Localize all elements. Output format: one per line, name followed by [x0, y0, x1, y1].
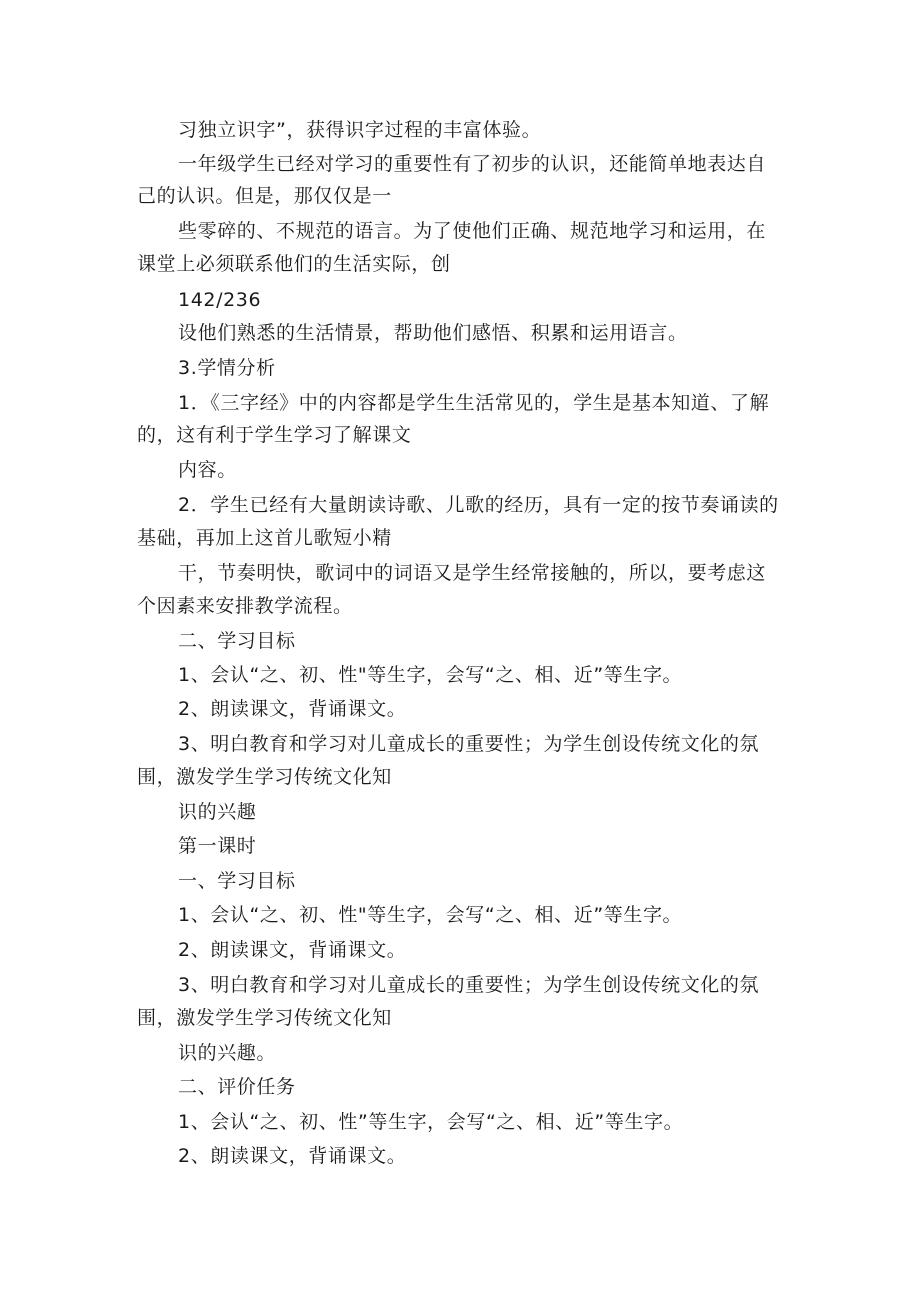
text-line: 些零碎的、不规范的语言。为了使他们正确、规范地学习和运用，在 — [178, 220, 767, 242]
section-heading: 二、学习目标 — [178, 630, 296, 652]
text-line: 课堂上必须联系他们的生活实际，创 — [137, 253, 451, 275]
list-item: 1、会认“之、初、性"等生字，会写“之、相、近”等生字。 — [178, 664, 683, 686]
text-line: 己的认识。但是，那仅仅是一 — [137, 185, 392, 207]
text-line: 一年级学生已经对学习的重要性有了初步的认识，还能简单地表达自 — [178, 153, 767, 175]
text-line: 内容。 — [178, 459, 237, 481]
text-line: 个因素来安排教学流程。 — [137, 595, 353, 617]
list-item: 2、朗读课文，背诵课文。 — [178, 1145, 407, 1167]
text-line: 围，激发学生学习传统文化知 — [137, 766, 392, 788]
page-number: 142/236 — [178, 289, 262, 311]
text-line: 识的兴趣。 — [178, 1042, 277, 1064]
list-item: 3、明白教育和学习对儿童成长的重要性；为学生创设传统文化的氛 — [178, 733, 760, 755]
section-heading: 二、评价任务 — [178, 1076, 296, 1098]
text-line: 干，节奏明快，歌词中的词语又是学生经常接触的，所以，要考虑这 — [178, 562, 767, 584]
list-item: 1、会认“之、初、性”等生字，会写“之、相、近”等生字。 — [178, 1111, 684, 1133]
text-line: 1．《三字经》中的内容都是学生生活常见的，学生是基本知道、了解 — [178, 392, 770, 414]
list-item: 1、会认“之、初、性"等生字，会写“之、相、近”等生字。 — [178, 904, 683, 926]
text-line: 基础，再加上这首儿歌短小精 — [137, 527, 392, 549]
text-line: 的，这有利于学生学习了解课文 — [137, 424, 412, 446]
section-heading: 第一课时 — [178, 835, 257, 857]
text-line: 2．学生已经有大量朗读诗歌、儿歌的经历，具有一定的按节奏诵读的 — [178, 494, 779, 516]
text-line: 习独立识字”，获得识字过程的丰富体验。 — [178, 119, 542, 141]
section-heading: 一、学习目标 — [178, 870, 296, 892]
list-item: 3、明白教育和学习对儿童成长的重要性；为学生创设传统文化的氛 — [178, 974, 760, 996]
text-line: 识的兴趣 — [178, 801, 257, 823]
list-item: 2、朗读课文，背诵课文。 — [178, 939, 407, 961]
text-line: 设他们熟悉的生活情景，帮助他们感悟、积累和运用语言。 — [178, 322, 688, 344]
section-heading: 3.学情分析 — [178, 357, 276, 379]
list-item: 2、朗读课文，背诵课文。 — [178, 698, 407, 720]
text-line: 围，激发学生学习传统文化知 — [137, 1007, 392, 1029]
